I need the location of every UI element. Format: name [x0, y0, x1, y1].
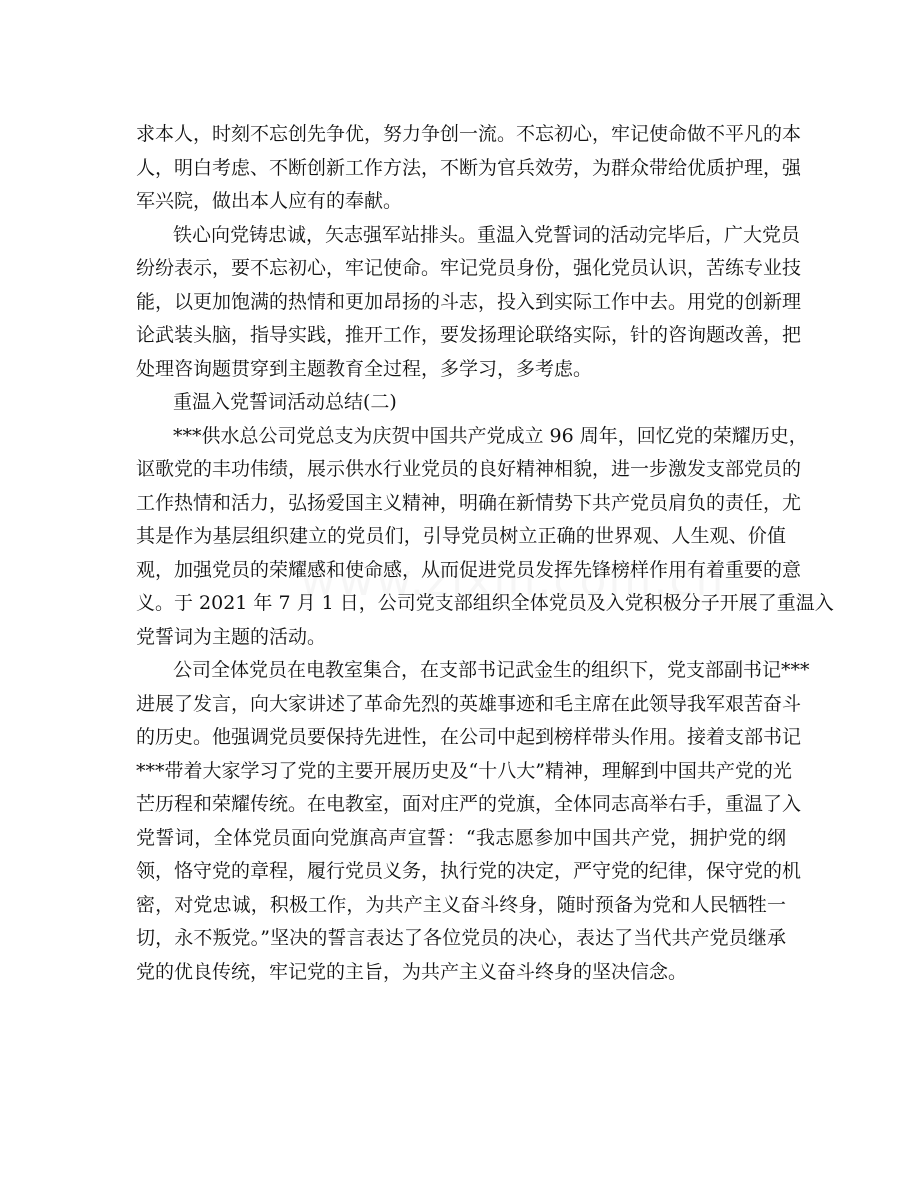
text-line: 观，加强党员的荣耀感和使命感，从而促进党员发挥先锋榜样作用有着重要的意 [136, 558, 802, 581]
text-line: 工作热情和活力，弘扬爱国主义精神，明确在新情势下共产党员肩负的责任，尤 [136, 491, 802, 514]
text-line: 能，以更加饱满的热情和更加昂扬的斗志，投入到实际工作中去。用党的创新理 [136, 290, 802, 313]
text-line: 义。于 2021 年 7 月 1 日，公司党支部组织全体党员及入党积极分子开展了重温入 [136, 592, 834, 614]
text-line: 纷纷表示，要不忘初心，牢记使命。牢记党员身份，强化党员认识，苦练专业技 [136, 257, 802, 279]
text-line: 处理咨询题贯穿到主题教育全过程，多学习，多考虑。 [136, 357, 593, 380]
text-line: 论武装头脑，指导实践，推开工作，要发扬理论联络实际，针的咨询题改善，把 [136, 324, 802, 346]
text-line: 党的优良传统，牢记党的主旨，为共产主义奋斗终身的坚决信念。 [136, 960, 688, 983]
text-line: 领，恪守党的章程，履行党员义务，执行党的决定，严守党的纪律，保守党的机 [136, 860, 802, 882]
text-line: 切，永不叛党。”坚决的誓言表达了各位党员的决心，表达了当代共产党员继承 [136, 927, 786, 949]
section-heading: 重温入党誓词活动总结(二) [173, 391, 397, 413]
text-line: 党誓词为主题的活动。 [136, 625, 327, 648]
text-line: 的历史。他强调党员要保持先进性，在公司中起到榜样带头作用。接着支部书记 [136, 726, 802, 748]
text-line: 其是作为基层组织建立的党员们，引导党员树立正确的世界观、人生观、价值 [136, 525, 786, 547]
text-line: 密，对党忠诚，积极工作，为共产主义奋斗终身，随时预备为党和人民牺牲一 [136, 893, 786, 916]
text-line: ***供水总公司党总支为庆贺中国共产党成立 96 周年，回忆党的荣耀历史， [173, 424, 808, 447]
text-line: 公司全体党员在电教室集合，在支部书记武金生的组织下，党支部副书记*** [173, 659, 810, 681]
document-body [136, 118, 834, 989]
text-line: 铁心向党铸忠诚，矢志强军站排头。重温入党誓词的活动完毕后，广大党员 [173, 223, 801, 246]
text-line: 讴歌党的丰功伟绩，展示供水行业党员的良好精神相貌，进一步激发支部党员的 [136, 458, 802, 480]
text-line: 人，明白考虑、不断创新工作方法，不断为官兵效劳，为群众带给优质护理，强 [136, 156, 802, 179]
text-line: 芒历程和荣耀传统。在电教室，面对庄严的党旗，全体同志高举右手，重温了入 [136, 793, 802, 815]
text-line: 进展了发言，向大家讲述了革命先烈的英雄事迹和毛主席在此领导我军艰苦奋斗 [136, 692, 802, 715]
text-line: 求本人，时刻不忘创先争优，努力争创一流。不忘初心，牢记使命做不平凡的本 [136, 123, 802, 145]
text-line: 军兴院，做出本人应有的奉献。 [136, 190, 403, 212]
text-line: ***带着大家学习了党的主要开展历史及“十八大”精神，理解到中国共产党的光 [136, 759, 792, 782]
text-line: 党誓词，全体党员面向党旗高声宣誓：“我志愿参加中国共产党，拥护党的纲 [136, 826, 786, 849]
